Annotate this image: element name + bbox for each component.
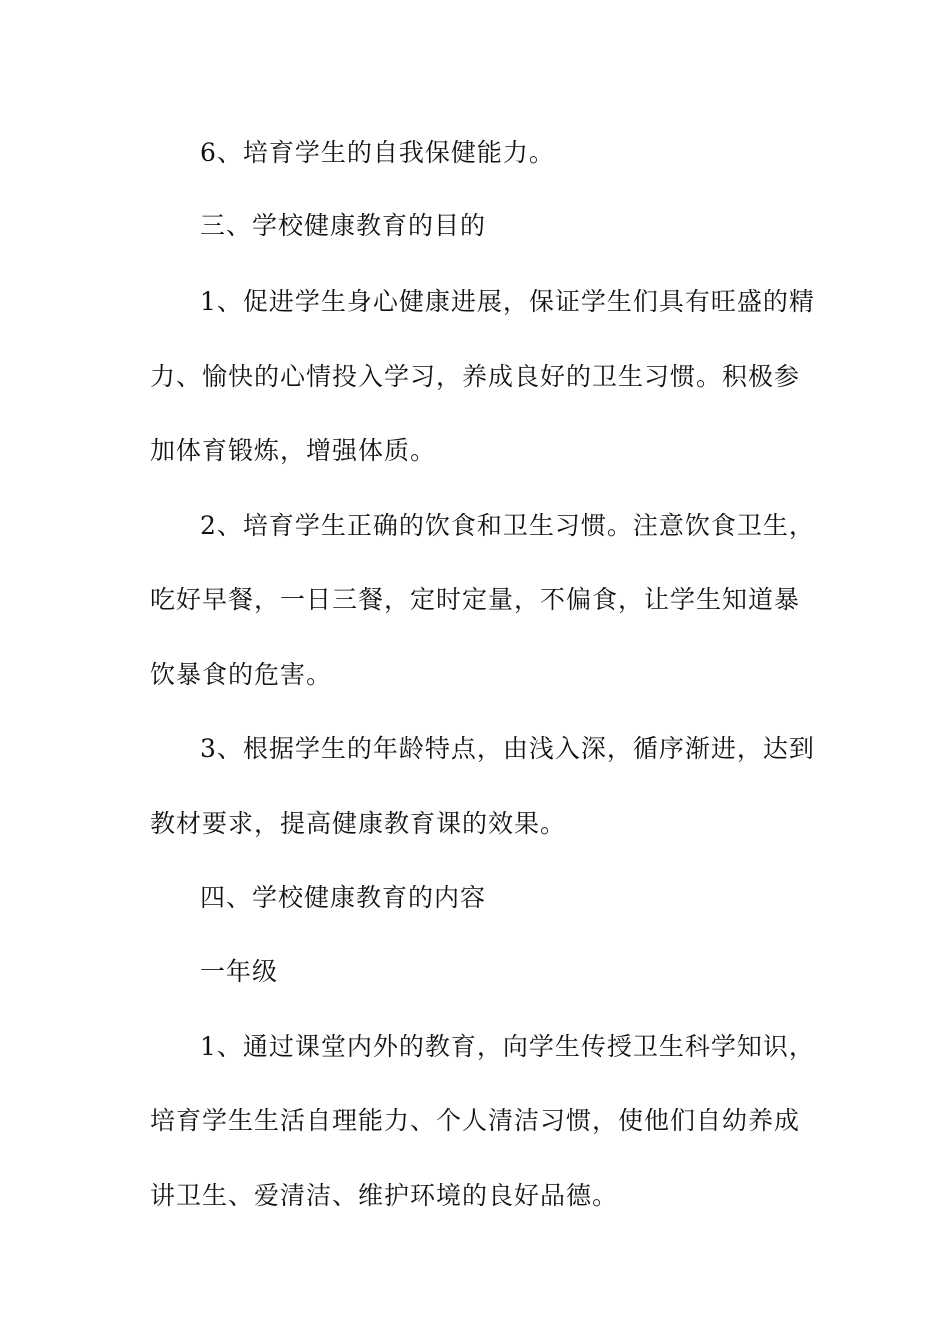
paragraph-purpose-2-line-1: 2、培育学生正确的饮食和卫生习惯。注意饮食卫生，: [200, 511, 815, 540]
paragraph-purpose-1-line-1: 1、促进学生身心健康进展，保证学生们具有旺盛的精: [200, 287, 815, 316]
paragraph-purpose-1-line-2: 力、愉快的心情投入学习，养成良好的卫生习惯。积极参: [150, 362, 801, 391]
section-heading-content: 四、学校健康教育的内容: [200, 883, 487, 912]
paragraph-purpose-3-line-1: 3、根据学生的年龄特点，由浅入深，循序渐进，达到: [200, 734, 815, 763]
subheading-grade-one: 一年级: [200, 957, 279, 986]
paragraph-grade-one-1-line-3: 讲卫生、爱清洁、维护环境的良好品德。: [150, 1181, 619, 1210]
section-heading-purpose: 三、学校健康教育的目的: [200, 211, 487, 240]
paragraph-purpose-3-line-2: 教材要求，提高健康教育课的效果。: [150, 809, 567, 838]
paragraph-grade-one-1-line-1: 1、通过课堂内外的教育，向学生传授卫生科学知识，: [200, 1032, 815, 1061]
paragraph-grade-one-1-line-2: 培育学生生活自理能力、个人清洁习惯，使他们自幼养成: [150, 1106, 801, 1135]
paragraph-item-6: 6、培育学生的自我保健能力。: [200, 138, 555, 167]
paragraph-purpose-2-line-3: 饮暴食的危害。: [150, 660, 333, 689]
paragraph-purpose-1-line-3: 加体育锻炼，增强体质。: [150, 436, 437, 465]
paragraph-purpose-2-line-2: 吃好早餐，一日三餐，定时定量，不偏食，让学生知道暴: [150, 585, 801, 614]
